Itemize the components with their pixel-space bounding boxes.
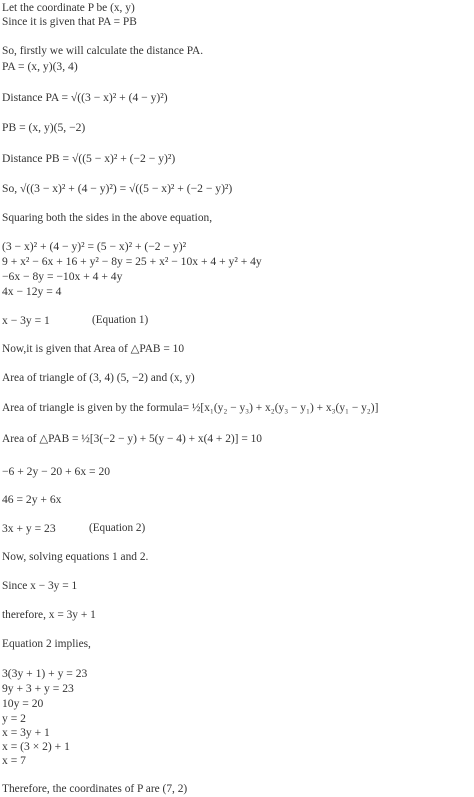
math-line-simplified: −6x − 8y = −10x + 4 + 4y (2, 270, 123, 283)
math-line-expand-y: 9y + 3 + y = 23 (2, 682, 74, 695)
math-line-area-reduced: 46 = 2y + 6x (2, 493, 62, 506)
text-line-conclusion: Therefore, the coordinates of P are (7, 2) (2, 783, 188, 795)
math-line-distance-pa: Distance PA = √((3 − x)² + (4 − y)²) (2, 91, 168, 104)
text-line-3: So, firstly we will calculate the distance PA. (2, 45, 204, 57)
text-line-area-pab: Area of △PAB = ½[3(−2 − y) + 5(y − 4) + x(4 + 2)] = 10 (2, 433, 262, 445)
math-line-pb: PB = (x, y)(5, −2) (2, 121, 86, 134)
math-line-distance-pb: Distance PB = √((5 − x)² + (−2 − y)²) (2, 152, 176, 165)
text-line-1: Let the coordinate P be (x, y) (2, 2, 135, 14)
math-line-y-value: y = 2 (2, 712, 26, 725)
math-line-expanded: 9 + x² − 6x + 16 + y² − 8y = 25 + x² − 10x + 4 + y² + 4y (2, 255, 262, 268)
text-line-2: Since it is given that PA = PB (2, 16, 137, 28)
equation-1-tag: (Equation 1) (92, 314, 149, 326)
math-line-x-value: x = 7 (2, 754, 26, 767)
equation-2: 3x + y = 23 (2, 522, 56, 535)
text-line-therefore-x: therefore, x = 3y + 1 (2, 609, 96, 621)
math-line-x-substituted: x = (3 × 2) + 1 (2, 740, 70, 753)
text-line-solving: Now, solving equations 1 and 2. (2, 551, 149, 563)
math-line-reduced: 4x − 12y = 4 (2, 285, 62, 298)
text-line-squaring: Squaring both the sides in the above equation, (2, 212, 213, 224)
equation-2-tag: (Equation 2) (89, 522, 146, 534)
math-line-substitute: 3(3y + 1) + y = 23 (2, 667, 88, 680)
math-line-x-formula: x = 3y + 1 (2, 726, 50, 739)
text-line-since: Since x − 3y = 1 (2, 580, 78, 592)
math-line-pa: PA = (x, y)(3, 4) (2, 60, 78, 73)
math-line-squared: (3 − x)² + (4 − y)² = (5 − x)² + (−2 − y)² (2, 240, 187, 253)
math-line-area-expanded: −6 + 2y − 20 + 6x = 20 (2, 465, 111, 478)
text-line-equation-2-implies: Equation 2 implies, (2, 638, 91, 650)
math-line-equality: So, √((3 − x)² + (4 − y)²) = √((5 − x)² + (−2 − y)²) (2, 182, 233, 195)
math-line-10y: 10y = 20 (2, 697, 44, 710)
text-line-area-given: Now,it is given that Area of △PAB = 10 (2, 343, 185, 355)
text-line-area-formula: Area of triangle is given by the formula= ½[x₁(y₂ − y₃) + x₂(y₃ − y₁) + x₃(y₁ − y₂)] (2, 402, 379, 414)
text-line-area-triangle: Area of triangle of (3, 4) (5, −2) and (x, y) (2, 372, 195, 384)
equation-1: x − 3y = 1 (2, 314, 50, 327)
